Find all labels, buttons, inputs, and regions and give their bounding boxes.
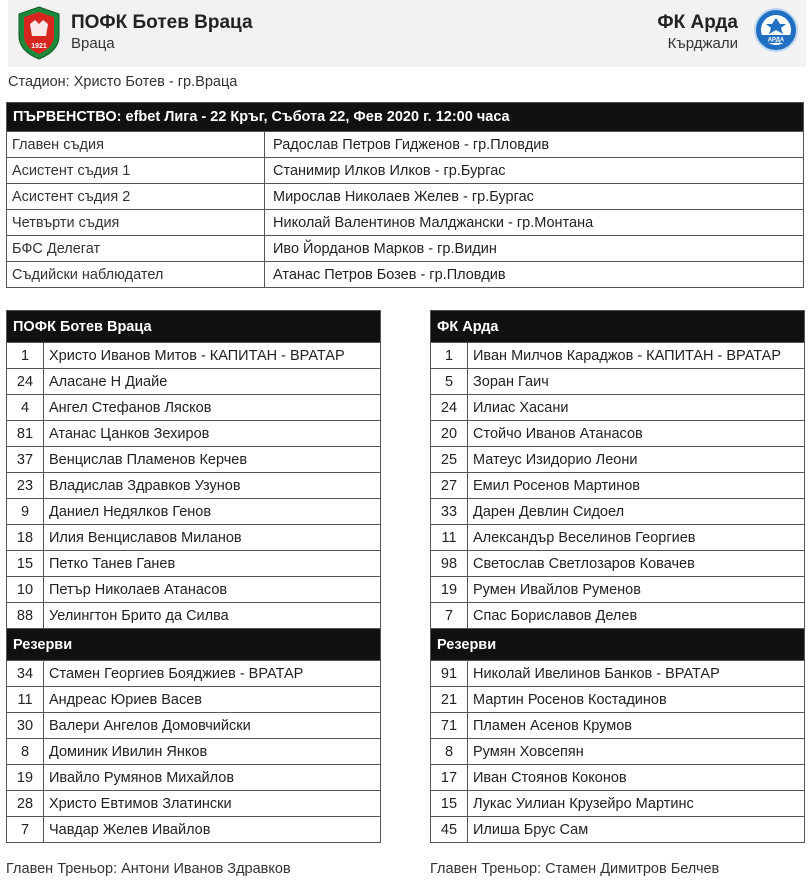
player-number: 28 [7, 791, 44, 817]
player-number: 98 [431, 551, 468, 577]
player-number: 10 [7, 577, 44, 603]
player-number: 81 [7, 421, 44, 447]
official-row [7, 184, 804, 210]
player-number: 17 [431, 765, 468, 791]
official-row [7, 262, 804, 288]
player-number: 27 [431, 473, 468, 499]
officials-table [6, 102, 804, 288]
home-team-city: Враца [71, 35, 115, 52]
player-row [7, 603, 381, 629]
player-name: Доминик Ивилин Янков [44, 739, 381, 765]
player-number: 8 [431, 739, 468, 765]
player-name: Матеус Изидорио Леони [468, 447, 805, 473]
player-number: 19 [431, 577, 468, 603]
home-team-name: ПОФК Ботев Враца [71, 12, 253, 33]
official-name: Радослав Петров Гидженов - гр.Пловдив [265, 132, 804, 158]
player-name: Зоран Гаич [468, 369, 805, 395]
botev-vratsa-crest-icon [18, 6, 60, 60]
player-number: 91 [431, 661, 468, 687]
player-row [431, 551, 805, 577]
stadium-value: Христо Ботев - гр.Враца [73, 74, 238, 90]
away-team-city: Кърджали [667, 35, 738, 52]
crest-text: АРДА [767, 37, 785, 44]
coach-label: Главен Треньор: [430, 861, 542, 877]
official-row [7, 158, 804, 184]
stadium-line [8, 74, 237, 90]
player-number: 24 [7, 369, 44, 395]
player-row [7, 473, 381, 499]
player-number: 71 [431, 713, 468, 739]
player-name: Румян Ховсепян [468, 739, 805, 765]
player-number: 24 [431, 395, 468, 421]
player-number: 9 [7, 499, 44, 525]
player-name: Венцислав Пламенов Керчев [44, 447, 381, 473]
player-number: 7 [431, 603, 468, 629]
home-subs-title: Резерви [7, 629, 381, 661]
official-name: Мирослав Николаев Желев - гр.Бургас [265, 184, 804, 210]
player-name: Ангел Стефанов Лясков [44, 395, 381, 421]
player-name: Иван Стоянов Коконов [468, 765, 805, 791]
official-name: Иво Йорданов Марков - гр.Видин [265, 236, 804, 262]
player-row [7, 525, 381, 551]
away-coach [430, 861, 719, 877]
player-name: Христо Иванов Митов - КАПИТАН - ВРАТАР [44, 343, 381, 369]
player-number: 30 [7, 713, 44, 739]
player-name: Светослав Светлозаров Ковачев [468, 551, 805, 577]
player-row [431, 369, 805, 395]
player-number: 23 [7, 473, 44, 499]
player-number: 15 [7, 551, 44, 577]
sub-row [431, 817, 805, 843]
official-role: Четвърти съдия [7, 210, 265, 236]
player-row [7, 369, 381, 395]
player-name: Владислав Здравков Узунов [44, 473, 381, 499]
official-name: Атанас Петров Бозев - гр.Пловдив [265, 262, 804, 288]
player-number: 4 [7, 395, 44, 421]
player-number: 34 [7, 661, 44, 687]
player-number: 1 [431, 343, 468, 369]
player-row [7, 577, 381, 603]
official-role: Асистент съдия 1 [7, 158, 265, 184]
official-name: Станимир Илков Илков - гр.Бургас [265, 158, 804, 184]
coach-label: Главен Треньор: [6, 861, 118, 877]
player-row [431, 603, 805, 629]
player-name: Дарен Девлин Сидоел [468, 499, 805, 525]
player-number: 37 [7, 447, 44, 473]
arda-crest-icon [753, 4, 799, 58]
home-lineup-title: ПОФК Ботев Враца [7, 311, 381, 343]
player-number: 19 [7, 765, 44, 791]
player-name: Стамен Георгиев Бояджиев - ВРАТАР [44, 661, 381, 687]
sub-row [7, 765, 381, 791]
sub-row [7, 713, 381, 739]
player-name: Стойчо Иванов Атанасов [468, 421, 805, 447]
official-row [7, 210, 804, 236]
sub-row [431, 739, 805, 765]
player-number: 5 [431, 369, 468, 395]
player-name: Ивайло Румянов Михайлов [44, 765, 381, 791]
player-name: Илиас Хасани [468, 395, 805, 421]
sub-row [7, 791, 381, 817]
sub-row [431, 765, 805, 791]
player-name: Атанас Цанков Зехиров [44, 421, 381, 447]
coach-name: Антони Иванов Здравков [121, 861, 291, 877]
player-number: 88 [7, 603, 44, 629]
coach-name: Стамен Димитров Белчев [545, 861, 720, 877]
player-name: Андреас Юриев Васев [44, 687, 381, 713]
player-name: Уелингтон Брито да Силва [44, 603, 381, 629]
player-row [431, 525, 805, 551]
player-row [7, 499, 381, 525]
match-info-row [7, 103, 804, 132]
player-row [431, 473, 805, 499]
sub-row [431, 687, 805, 713]
player-number: 33 [431, 499, 468, 525]
player-row [431, 447, 805, 473]
player-number: 25 [431, 447, 468, 473]
player-number: 1 [7, 343, 44, 369]
player-number: 8 [7, 739, 44, 765]
player-number: 11 [7, 687, 44, 713]
official-role: Съдийски наблюдател [7, 262, 265, 288]
official-role: Главен съдия [7, 132, 265, 158]
player-row [7, 447, 381, 473]
sub-row [431, 713, 805, 739]
player-name: Петко Танев Ганев [44, 551, 381, 577]
player-row [7, 551, 381, 577]
home-coach [6, 861, 291, 877]
player-name: Христо Евтимов Златински [44, 791, 381, 817]
player-name: Николай Ивелинов Банков - ВРАТАР [468, 661, 805, 687]
player-name: Иван Милчов Караджов - КАПИТАН - ВРАТАР [468, 343, 805, 369]
player-row [7, 343, 381, 369]
player-number: 45 [431, 817, 468, 843]
sub-row [7, 687, 381, 713]
official-name: Николай Валентинов Малджански - гр.Монтана [265, 210, 804, 236]
player-row [431, 421, 805, 447]
official-row [7, 132, 804, 158]
away-subs-title: Резерви [431, 629, 805, 661]
player-name: Валери Ангелов Домовчийски [44, 713, 381, 739]
sub-row [7, 739, 381, 765]
player-row [431, 499, 805, 525]
player-row [7, 421, 381, 447]
player-name: Илиша Брус Сам [468, 817, 805, 843]
match-header [8, 0, 806, 67]
player-number: 15 [431, 791, 468, 817]
crest-year: 1921 [31, 43, 47, 50]
player-name: Мартин Росенов Костадинов [468, 687, 805, 713]
sub-row [431, 661, 805, 687]
player-row [431, 395, 805, 421]
player-name: Петър Николаев Атанасов [44, 577, 381, 603]
player-number: 18 [7, 525, 44, 551]
match-info: ПЪРВЕНСТВО: efbet Лига - 22 Кръг, Събота 22, Фев 2020 г. 12:00 часа [7, 103, 804, 132]
player-name: Илия Венциславов Миланов [44, 525, 381, 551]
away-lineup-table [430, 310, 805, 843]
player-name: Аласане Н Диайе [44, 369, 381, 395]
sub-row [7, 661, 381, 687]
player-name: Румен Ивайлов Руменов [468, 577, 805, 603]
sub-row [7, 817, 381, 843]
player-row [431, 577, 805, 603]
official-row [7, 236, 804, 262]
player-number: 7 [7, 817, 44, 843]
sub-row [431, 791, 805, 817]
player-name: Лукас Уилиан Крузейро Мартинс [468, 791, 805, 817]
official-role: Асистент съдия 2 [7, 184, 265, 210]
player-name: Спас Бориславов Делев [468, 603, 805, 629]
away-lineup-title: ФК Арда [431, 311, 805, 343]
player-name: Чавдар Желев Ивайлов [44, 817, 381, 843]
away-team-name: ФК Арда [657, 12, 738, 33]
player-row [7, 395, 381, 421]
player-name: Александър Веселинов Георгиев [468, 525, 805, 551]
player-name: Пламен Асенов Крумов [468, 713, 805, 739]
player-number: 20 [431, 421, 468, 447]
player-number: 21 [431, 687, 468, 713]
official-role: БФС Делегат [7, 236, 265, 262]
home-lineup-table [6, 310, 381, 843]
player-row [431, 343, 805, 369]
stadium-label: Стадион: [8, 74, 70, 90]
player-name: Емил Росенов Мартинов [468, 473, 805, 499]
player-name: Даниел Недялков Генов [44, 499, 381, 525]
player-number: 11 [431, 525, 468, 551]
